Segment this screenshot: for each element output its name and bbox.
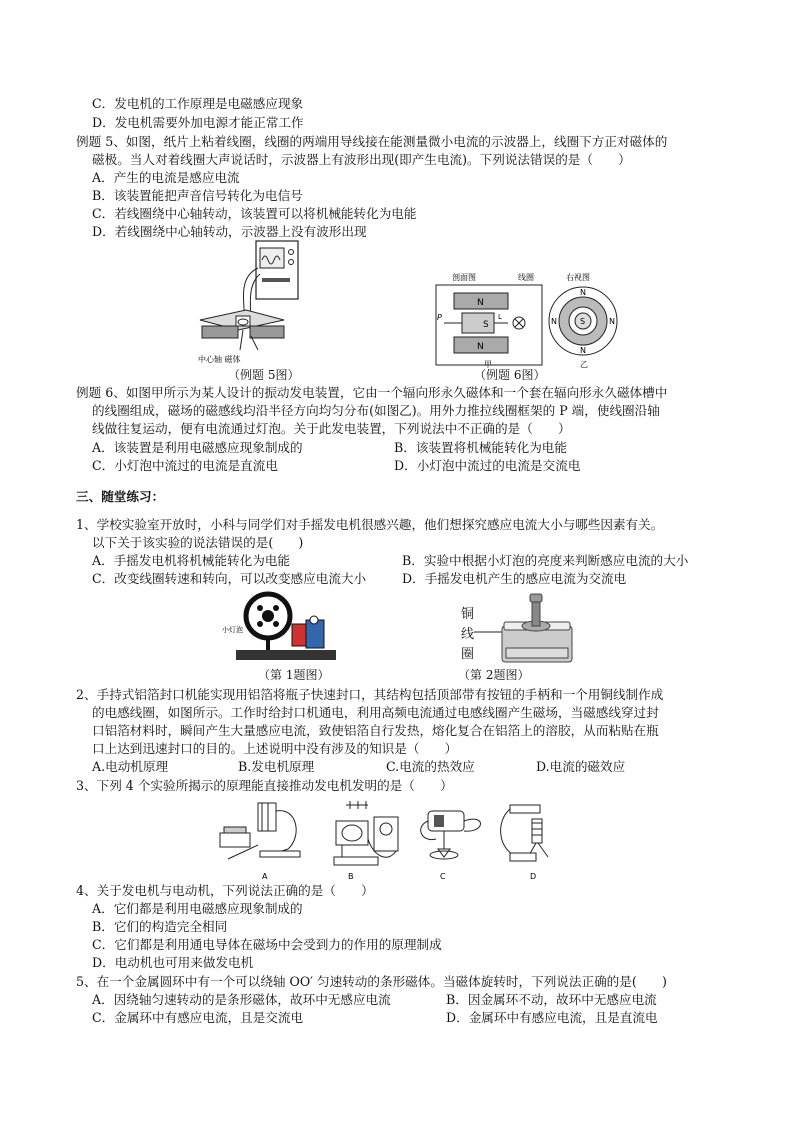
q2-stem-line1: 2、手持式铝箔封口机能实现用铝箔将瓶子快速封口，其结构包括顶部带有按钮的手柄和一个用铜线制作成 bbox=[76, 687, 664, 702]
fig6-n-1: N bbox=[580, 288, 586, 297]
example5-option-a: A．产生的电流是感应电流 bbox=[92, 170, 240, 185]
q5-option-c: C．金属环中有感应电流，且是交流电 bbox=[92, 1010, 304, 1025]
fig6-section-label: 剖面图 bbox=[452, 273, 476, 282]
example6-caption: （例题 6图） bbox=[474, 368, 546, 382]
q2-caption: （第 2题图） bbox=[458, 668, 530, 682]
q3-stem: 3、下列 4 个实验所揭示的原理能直接推动发电机发明的是（ ） bbox=[76, 778, 453, 793]
q2-fig-label-1: 铜 bbox=[461, 607, 475, 622]
fig6-l-label: L bbox=[498, 313, 502, 321]
q2-figure bbox=[474, 592, 574, 666]
q4-option-c: C．它们都是利用通电导体在磁场中会受到力的作用的原理制成 bbox=[92, 937, 442, 952]
fig6-s-left: S bbox=[483, 320, 489, 330]
q2-stem-line4: 口上达到迅速封口的目的。上述说明中没有涉及的知识是（ ） bbox=[92, 741, 458, 756]
example5-caption: （例题 5图） bbox=[228, 368, 300, 382]
q3-label-a: A bbox=[262, 872, 268, 881]
q4-option-b: B．它们的构造完全相同 bbox=[92, 919, 228, 934]
q1-option-a: A．手摇发电机将机械能转化为电能 bbox=[92, 553, 291, 568]
example5-stem-line1: 例题 5、如图，纸片上粘着线圈，线圈的两端用导线接在能测量微小电流的示波器上，线圈下方正对磁体的 bbox=[76, 134, 668, 149]
q1-option-b: B．实验中根据小灯泡的亮度来判断感应电流的大小 bbox=[402, 553, 689, 568]
example5-figure-label: 中心轴 磁体 bbox=[198, 355, 241, 364]
section-heading: 三、随堂练习： bbox=[76, 489, 165, 504]
fig6-jia: 甲 bbox=[484, 360, 492, 369]
example6-option-a: A．该装置是利用电磁感应现象制成的 bbox=[92, 440, 303, 455]
fig6-p-label: P bbox=[437, 313, 442, 322]
q1-stem-line1: 1、学校实验室开放时，小科与同学们对手摇发电机很感兴趣，他们想探究感应电流大小与哪些因素有关。 bbox=[76, 517, 664, 532]
option-d: D．发电机需要外加电源才能正常工作 bbox=[92, 115, 304, 130]
q2-option-d: D.电流的磁效应 bbox=[536, 759, 626, 774]
fig6-n-4: N bbox=[609, 317, 615, 326]
q3-label-c: C bbox=[440, 872, 446, 881]
example6-figure bbox=[426, 271, 626, 369]
q4-stem: 4、关于发电机与电动机，下列说法正确的是（ ） bbox=[76, 883, 374, 898]
q1-caption: （第 1题图） bbox=[258, 668, 330, 682]
q2-fig-label-3: 圈 bbox=[461, 647, 475, 662]
q1-figure-label: 小灯泡 bbox=[222, 626, 243, 634]
q4-option-d: D．电动机也可用来做发电机 bbox=[92, 955, 254, 970]
q1-option-d: D．手摇发电机产生的感应电流为交流电 bbox=[402, 571, 627, 586]
q2-stem-line2: 的电感线圈，如图所示。工作时给封口机通电，利用高频电流通过电感线圈产生磁场，当磁感线穿过封 bbox=[92, 705, 659, 720]
example6-option-b: B．该装置将机械能转化为电能 bbox=[394, 440, 567, 455]
example5-option-d: D．若线圈绕中心轴转动，示波器上没有波形出现 bbox=[92, 224, 367, 239]
q1-option-c: C．改变线圈转速和转向，可以改变感应电流大小 bbox=[92, 571, 367, 586]
example5-option-c: C．若线圈绕中心轴转动，该装置可以将机械能转化为电能 bbox=[92, 206, 417, 221]
fig6-n-3: N bbox=[551, 317, 557, 326]
q2-option-b: B.发电机原理 bbox=[238, 759, 315, 774]
example5-figure bbox=[196, 238, 306, 368]
q2-stem-line3: 口铝箔材料时，瞬间产生大量感应电流，致使铝箔自行发热，熔化复合在铝箔上的溶胶，从而粘贴在瓶 bbox=[92, 723, 659, 738]
q5-stem: 5、在一个金属圆环中有一个可以绕轴 OO′ 匀速转动的条形磁体。当磁体旋转时，下列说法正确的是( ) bbox=[76, 974, 667, 989]
q2-option-a: A.电动机原理 bbox=[92, 759, 169, 774]
q5-option-d: D．金属环中有感应电流，且是直流电 bbox=[446, 1010, 658, 1025]
fig6-s-center: S bbox=[580, 317, 586, 326]
q4-option-a: A．它们都是利用电磁感应现象制成的 bbox=[92, 901, 303, 916]
example6-option-c: C．小灯泡中流过的电流是直流电 bbox=[92, 458, 278, 473]
q3-figure bbox=[218, 797, 578, 881]
fig6-coil-label: 线圈 bbox=[518, 273, 534, 282]
example5-option-b: B．该装置能把声音信号转化为电信号 bbox=[92, 188, 303, 203]
fig6-n-bottom: N bbox=[477, 342, 484, 352]
example6-stem-line1: 例题 6、如图甲所示为某人设计的振动发电装置，它由一个辐向形永久磁体和一个套在辐向形永久磁体槽中 bbox=[76, 385, 668, 400]
fig6-n-top: N bbox=[477, 298, 484, 308]
fig6-yi: 乙 bbox=[580, 360, 588, 369]
example6-stem-line2: 的线圈组成，磁场的磁感线均沿半径方向均匀分布(如图乙)。用外力推拉线圈框架的 P 端，使线圈沿轴 bbox=[92, 403, 660, 418]
example6-option-d: D．小灯泡中流过的电流是交流电 bbox=[394, 458, 581, 473]
q5-option-a: A．因绕轴匀速转动的是条形磁体，故环中无感应电流 bbox=[92, 992, 391, 1007]
fig6-right-label: 右视图 bbox=[566, 273, 590, 282]
q2-fig-label-2: 线 bbox=[461, 627, 475, 642]
q5-option-b: B．因金属环不动，故环中无感应电流 bbox=[446, 992, 657, 1007]
q3-label-b: B bbox=[348, 872, 354, 881]
q1-stem-line2: 以下关于该实验的说法错误的是( ) bbox=[92, 535, 304, 550]
example5-stem-line2: 磁极。当人对着线圈大声说话时，示波器上有波形出现(即产生电流)。下列说法错误的是（ ） bbox=[92, 152, 631, 167]
q2-option-c: C.电流的热效应 bbox=[386, 759, 475, 774]
example6-stem-line3: 线做往复运动，便有电流通过灯泡。关于此发电装置，下列说法中不正确的是（ ） bbox=[92, 421, 571, 436]
q1-figure bbox=[220, 590, 340, 664]
q3-label-d: D bbox=[530, 872, 537, 881]
option-c: C．发电机的工作原理是电磁感应现象 bbox=[92, 96, 304, 111]
fig6-n-2: N bbox=[580, 346, 586, 355]
